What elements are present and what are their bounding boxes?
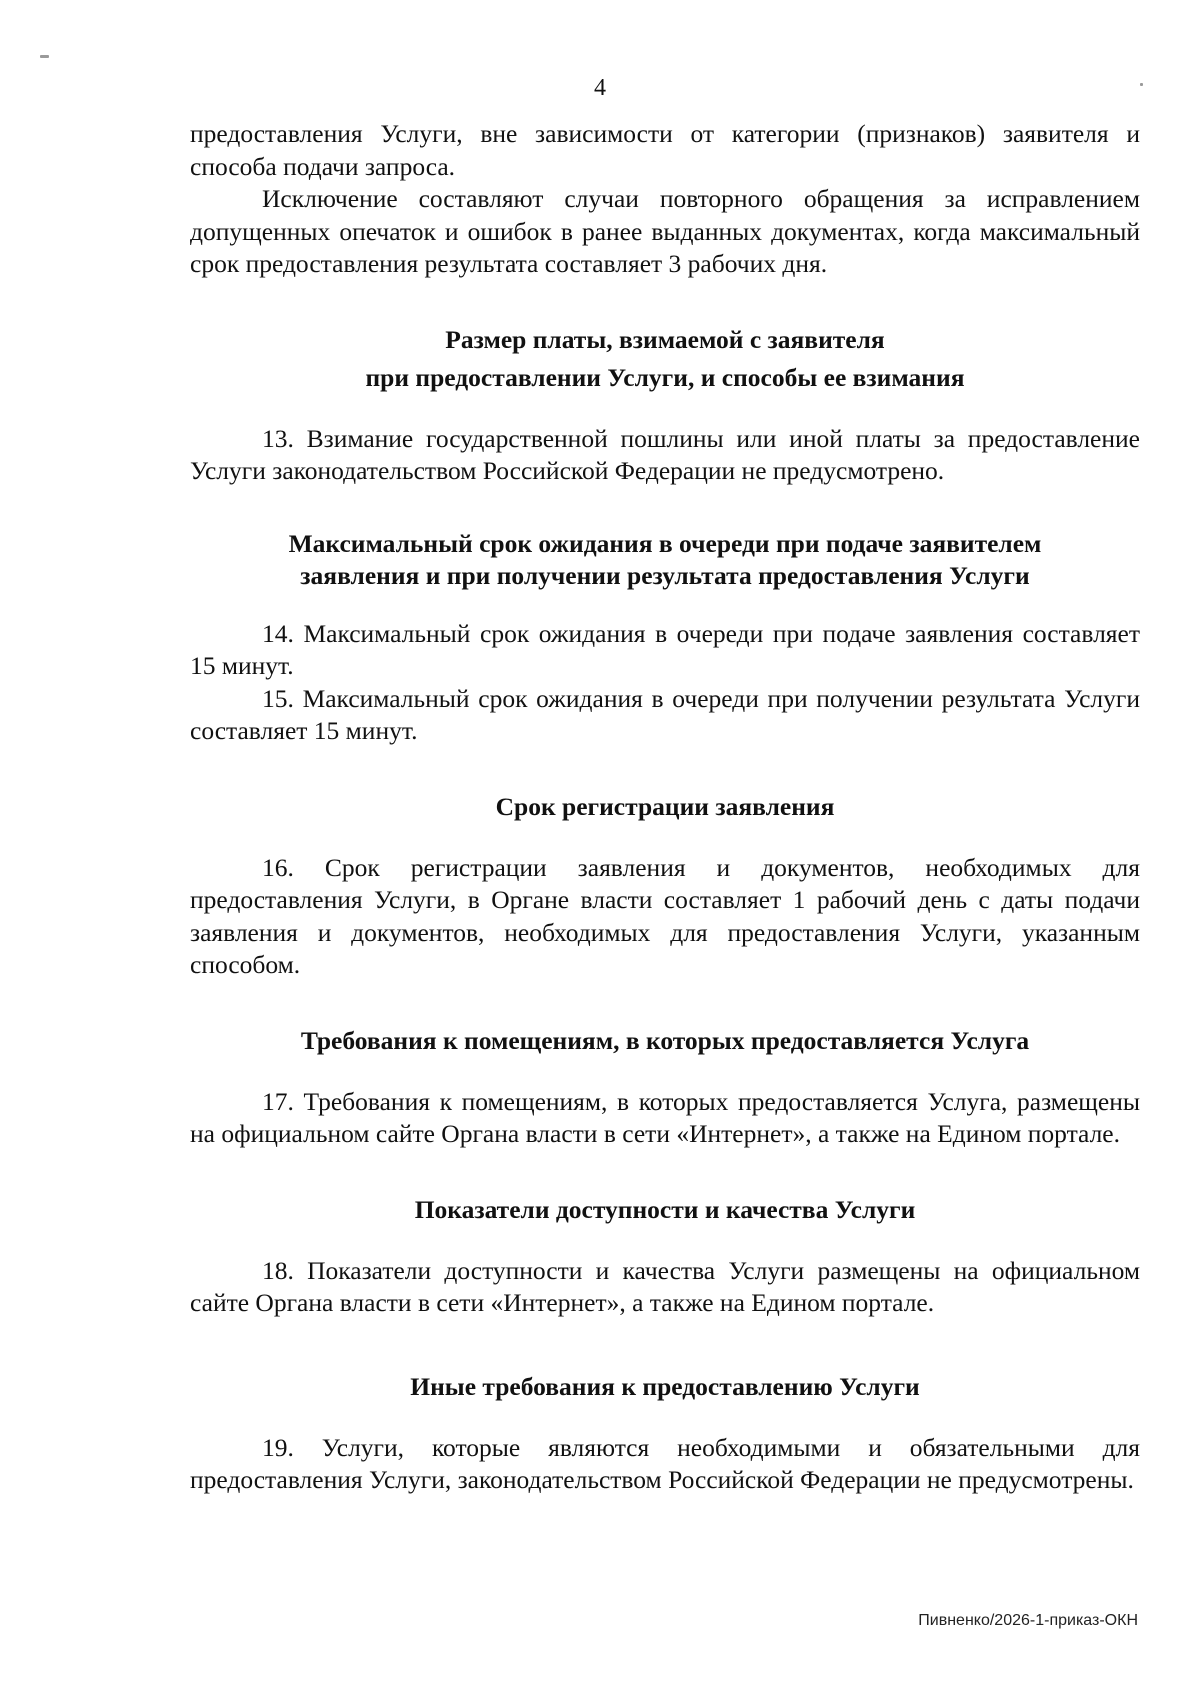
document-footer-code: Пивненко/2026-1-приказ-ОКН: [918, 1612, 1138, 1629]
heading-fee-line-1: Размер платы, взимаемой с заявителя: [445, 324, 885, 354]
paragraph-16: 16. Срок регистрации заявления и документов, необходимых для предоставления Услуги, в Органе власти составляет 1 рабочий день с даты подачи заявления и документов, необходимых для предоставления Услуги, указанным способом.: [190, 852, 1140, 979]
paragraph-19: 19. Услуги, которые являются необходимыми и обязательными для предоставления Услуги, законодательством Российской Федерации не предусмотрены.: [190, 1432, 1140, 1494]
heading-premises: Требования к помещениям, в которых предоставляется Услуга: [300, 1025, 1030, 1055]
heading-other-requirements: Иные требования к предоставлению Услуги: [410, 1371, 920, 1401]
paragraph-exception: Исключение составляют случаи повторного обращения за исправлением допущенных опечаток и ошибок в ранее выданных документах, когда максимальный срок предоставления результата составляет 3 рабочих дня.: [190, 184, 1140, 278]
page-number: 4: [594, 75, 606, 101]
scan-speck: [40, 55, 49, 58]
paragraph-14: 14. Максимальный срок ожидания в очереди при подаче заявления составляет 15 минут.: [190, 618, 1140, 680]
paragraph-13: 13. Взимание государственной пошлины или иной платы за предоставление Услуги законодательством Российской Федерации не предусмотрено.: [190, 423, 1140, 485]
heading-queue-line-1: Максимальный срок ожидания в очереди при подаче заявителем: [288, 528, 1042, 558]
heading-registration: Срок регистрации заявления: [495, 791, 835, 821]
paragraph-18: 18. Показатели доступности и качества Услуги размещены на официальном сайте Органа власти в сети «Интернет», а также на Едином портале.: [190, 1255, 1140, 1317]
heading-quality: Показатели доступности и качества Услуги: [414, 1194, 916, 1224]
paragraph-17: 17. Требования к помещениям, в которых предоставляется Услуга, размещены на официальном сайте Органа власти в сети «Интернет», а также на Едином портале.: [190, 1086, 1140, 1148]
heading-fee-line-2: при предоставлении Услуги, и способы ее взимания: [365, 362, 965, 392]
heading-queue-line-2: заявления и при получении результата предоставления Услуги: [300, 560, 1030, 590]
paragraph-15: 15. Максимальный срок ожидания в очереди при получении результата Услуги составляет 15 минут.: [190, 683, 1140, 745]
paragraph-intro-continuation: предоставления Услуги, вне зависимости от категории (признаков) заявителя и способа подачи запроса.: [190, 119, 1140, 181]
document-body: [190, 118, 1140, 1497]
